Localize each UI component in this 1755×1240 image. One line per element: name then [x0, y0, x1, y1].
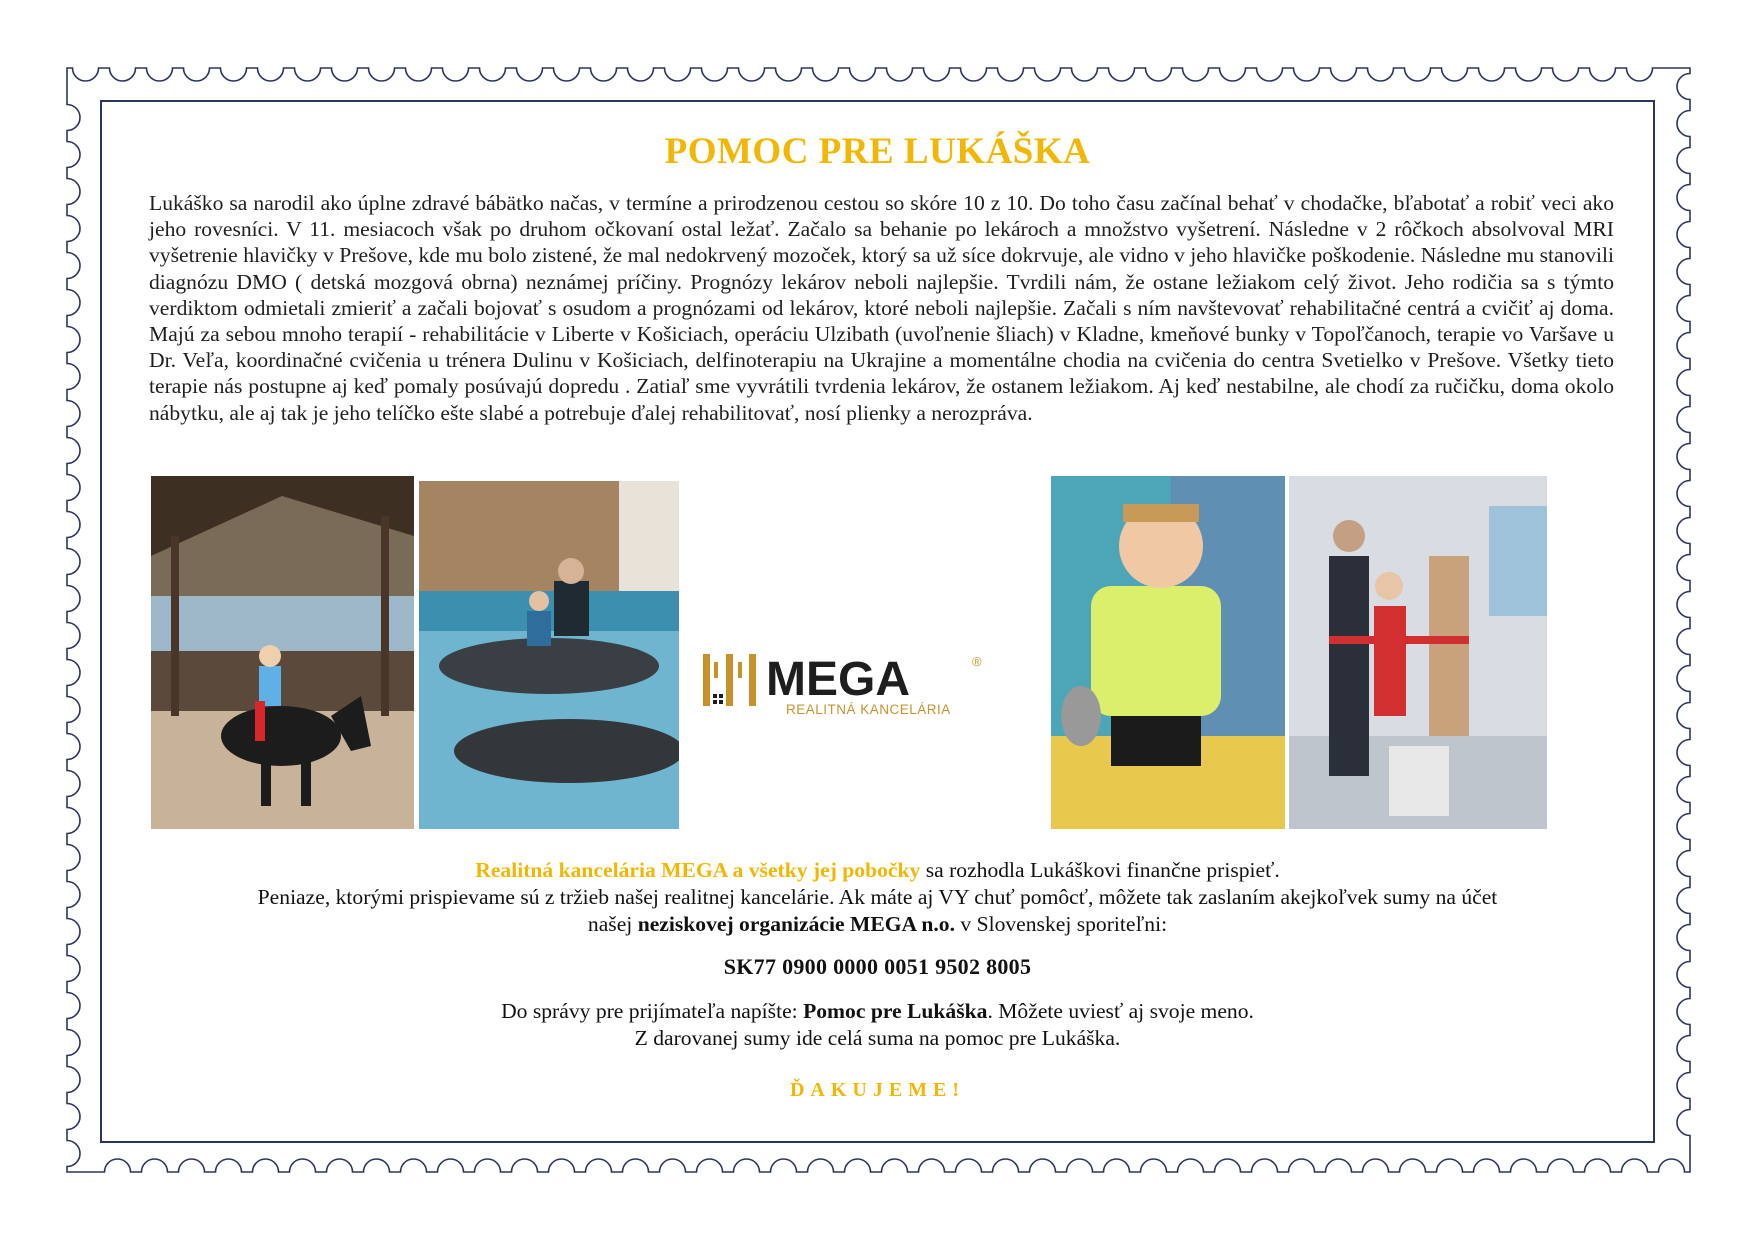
photo-horse-riding	[151, 476, 414, 829]
photo-rehabilitation	[1289, 476, 1547, 829]
mega-logo-wordmark: MEGA	[766, 653, 910, 706]
message-line-2: Z darovanej sumy ide celá suma na pomoc pre Lukáška.	[634, 1026, 1121, 1050]
message-line-1	[100, 998, 1655, 1024]
mega-logo	[700, 648, 1000, 720]
msg-post: . Môžete uviesť aj svoje meno.	[987, 999, 1254, 1023]
line3-pre: našej	[587, 912, 638, 936]
nonprofit-name: neziskovej organizácie MEGA n.o.	[637, 912, 955, 936]
photo-dolphin-therapy	[419, 481, 679, 829]
story-text: Lukáško sa narodil ako úplne zdravé bábätko načas, v termíne a prirodzenou cestou so skóre 10 z 10. Do toho času začínal behať v chodačke, bľabotať a robiť veci ako jeho rovesníci. V 11. mesiacoch však po druhom očkovaní ostal ležať. Začalo sa behanie po lekároch a množstvo vyšetrení. Následne v 2 rôčkoch absolvoval MRI vyšetrenie hlavičky v Prešove, kde mu bolo zistené, že mal nedokrvený mozoček, ktorý sa už síce dokrvuje, ale vidno v jeho hlavičke poškodenie. Následne mu stanovili diagnózu DMO ( detská mozgová obrna) neznámej príčiny. Prognózy lekárov neboli najlepšie. Tvrdili nám, že ostane ležiakom celý život. Jeho rodičia sa s týmto verdiktom odmietali zmieriť a začali bojovať s osudom a prognózami od lekárov, ktoré neboli najlepšie. Začali s ním navštevovať rehabilitačné centrá a cvičiť aj doma. Majú za sebou mnoho terapií - rehabilitácie v Liberte v Košiciach, operáciu Ulzibath (uvoľnenie šliach) v Kladne, kmeňové bunky v Topoľčanoch, terapie vo Varšave u Dr. Veľa, koordinačné cvičenia u trénera Dulinu v Košiciach, delfinoterapiu na Ukrajine a momentálne chodia na cvičenia do centra Svetielko v Prešove. Všetky tieto terapie nás postupne aj keď pomaly posúvajú dopredu . Zatiaľ sme vyvrátili tvrdenia lekárov, že ostanem ležiakom. Aj keď nestabilne, ale chodí za ručičku, doma okolo nábytku, ale aj tak je jeho telíčko ešte slabé a potrebuje ďalej rehabilitovať, nosí plienky a nerozpráva.	[149, 191, 1614, 425]
donation-line-2: Peniaze, ktorými prispievame sú z tržieb našej realitnej kancelárie. Ak máte aj VY chuť pomôcť, môžete tak zaslaním akejkoľvek sumy na účet	[257, 885, 1498, 909]
sponsor-name: Realitná kancelária MEGA a všetky jej pobočky	[475, 858, 921, 882]
iban: SK77 0900 0000 0051 9502 8005	[723, 954, 1032, 979]
donation-line-3	[100, 911, 1655, 937]
thanks-text: ĎAKUJEME!	[789, 1079, 966, 1101]
sponsor-rest: sa rozhodla Lukáškovi finančne prispieť.	[920, 858, 1280, 882]
mega-logo-subtitle: REALITNÁ KANCELÁRIA	[786, 702, 951, 717]
line3-post: v Slovenskej sporiteľni:	[954, 912, 1168, 936]
page-title: POMOC PRE LUKÁŠKA	[664, 131, 1091, 172]
mega-logo-registered: ®	[972, 654, 982, 669]
donation-line-1	[100, 857, 1655, 883]
msg-pre: Do správy pre prijímateľa napíšte:	[501, 999, 804, 1023]
msg-bold: Pomoc pre Lukáška	[803, 999, 988, 1023]
mega-logo-mark	[703, 654, 756, 706]
photo-boy-smiling	[1051, 476, 1285, 829]
